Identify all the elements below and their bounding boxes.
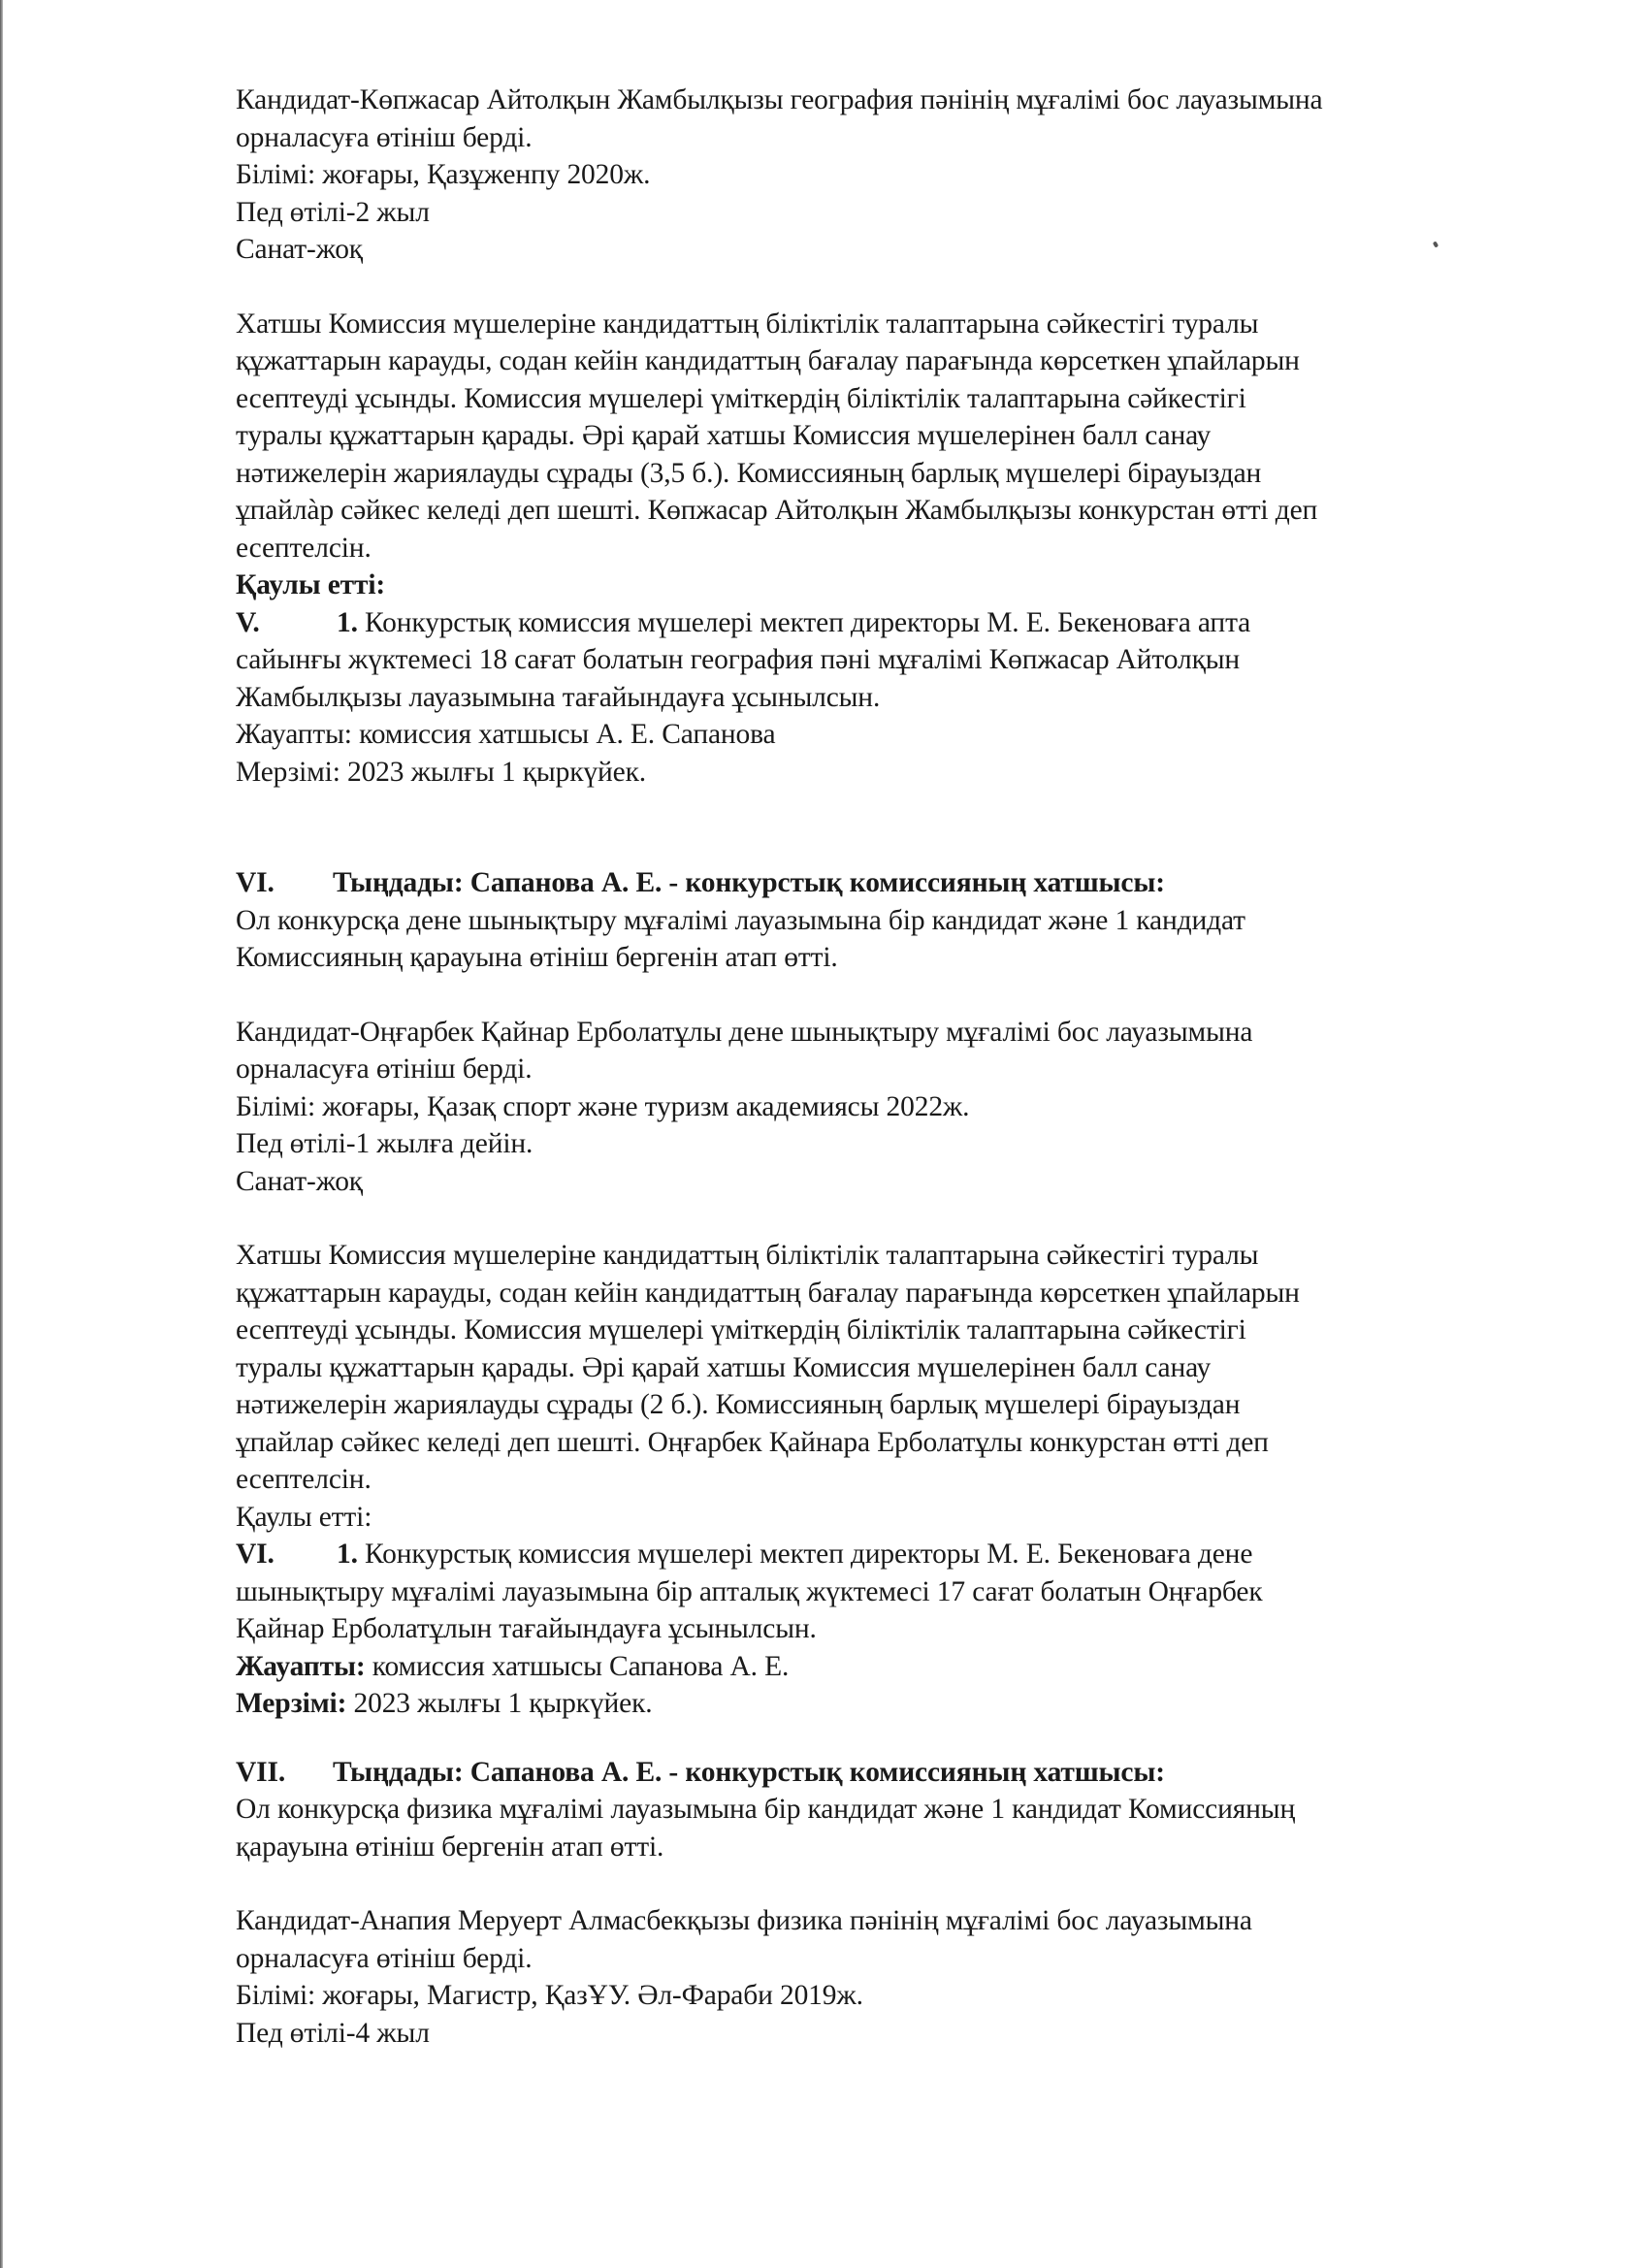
review-v-paragraph: [236, 306, 1526, 567]
candidate-experience: Пед өтілі-4 жыл: [236, 2017, 430, 2049]
section-heading: [236, 864, 1526, 902]
review-line: құжаттарын карауды, содан кейін кандидаттың бағалау парағында көрсеткен ұпайларын: [236, 345, 1300, 376]
spacer: [236, 977, 1526, 1014]
review-line: туралы құжаттарын қарады. Әрі қарай хатшы Комиссия мүшелерінен балл санау: [236, 1351, 1212, 1383]
decision-line: сайынғы жүктемесі 18 сағат болатын география пәні мұғалімі Көпжасар Айтолқын: [236, 644, 1241, 675]
candidate-intro-line: Кандидат-Оңғарбек Қайнар Ерболатұлы дене шынықтыру мұғалімі бос лауазымына: [236, 1016, 1253, 1048]
decision-heading: Қаулы етті:: [236, 569, 386, 600]
candidate-intro-line: Кандидат-Анапия Меруерт Алмасбекқызы физика пәнінің мұғалімі бос лауазымына: [236, 1905, 1252, 1936]
deadline-value: 2023 жылғы 1 қыркүйек.: [346, 1688, 653, 1719]
decision-item-number: 1.: [337, 606, 358, 638]
decision-line: [236, 1536, 1526, 1573]
responsible-line: Жауапты: комиссия хатшысы А. Е. Сапанова: [236, 719, 776, 750]
review-line: нәтижелерін жариялауды сұрады (2 б.). Комиссияның барлық мүшелері бірауыздан: [236, 1389, 1241, 1420]
decision-v-block: [236, 567, 1526, 791]
candidate-intro-line: орналасуға өтініш берді.: [236, 1942, 533, 1974]
section-number: VI.: [236, 867, 275, 898]
decision-line: шынықтыру мұғалімі лауазымына бір апталық жүктемесі 17 сағат болатын Оңғарбек: [236, 1575, 1263, 1607]
review-line: есептеуді ұсынды. Комиссия мүшелері үміткердің біліктілік талаптарына сәйкестігі: [236, 1314, 1246, 1345]
decision-heading: Қаулы етті:: [236, 1501, 372, 1533]
section-heading: [236, 1754, 1526, 1792]
spacer: [236, 269, 1526, 306]
document-page: [236, 81, 1526, 2052]
review-line: туралы құжаттарын қарады. Әрі қарай хатшы Комиссия мүшелерінен балл санау: [236, 420, 1212, 451]
spacer: [236, 1200, 1526, 1237]
spacer: [236, 1865, 1526, 1902]
review-line: есептелсін.: [236, 1464, 372, 1495]
decision-line: Қайнар Ерболатұлын тағайындауға ұсынылсын.: [236, 1613, 817, 1644]
review-line: Хатшы Комиссия мүшелеріне кандидаттың біліктілік талаптарына сәйкестігі туралы: [236, 308, 1259, 340]
section-heading-text: Тыңдады: Сапанова А. Е. - конкурстық комиссияның хатшысы:: [333, 1756, 1165, 1788]
responsible-value: комиссия хатшысы Сапанова А. Е.: [365, 1650, 790, 1682]
candidate-education: Білімі: жоғары, Магистр, ҚазҰУ. Әл-Фараби 2019ж.: [236, 1980, 863, 2011]
summary-line: Ол конкурсқа физика мұғалімі лауазымына бір кандидат және 1 кандидат Комиссияның: [236, 1794, 1296, 1825]
scan-border: [0, 0, 3, 2268]
deadline-label: Мерзімі:: [236, 1688, 347, 1719]
decision-text: Конкурстық комиссия мүшелері мектеп директоры М. Е. Бекеноваға дене: [357, 1539, 1253, 1570]
candidate-v-block: [236, 81, 1526, 269]
review-line: құжаттарын карауды, содан кейін кандидаттың бағалау парағында көрсеткен ұпайларын: [236, 1277, 1300, 1309]
candidate-experience: Пед өтілі-2 жыл: [236, 196, 430, 228]
candidate-education: Білімі: жоғары, Қазақ спорт және туризм академиясы 2022ж.: [236, 1090, 970, 1122]
decision-number: V.: [236, 606, 260, 638]
candidate-education: Білімі: жоғары, Қазұженпу 2020ж.: [236, 159, 651, 190]
candidate-intro-line: орналасуға өтініш берді.: [236, 1053, 533, 1085]
decision-item-number: 1.: [337, 1539, 358, 1570]
spacer: [236, 791, 1526, 864]
section-vii: [236, 1754, 1526, 2053]
review-line: ұпайлар сәйкес келеді деп шешті. Оңғарбек Қайнара Ерболатұлы конкурстан өтті деп: [236, 1426, 1269, 1458]
deadline-line: Мерзімі: 2023 жылғы 1 қыркүйек.: [236, 756, 646, 788]
candidate-intro-line: Кандидат-Көпжасар Айтолқын Жамбылқызы география пәнінің мұғалімі бос лауазымына: [236, 84, 1323, 115]
review-line: ұпайлàр сәйкес келеді деп шешті. Көпжасар Айтолқын Жамбылқызы конкурстан өтті деп: [236, 495, 1318, 526]
review-line: есептеуді ұсынды. Комиссия мүшелері үміткердің біліктілік талаптарына сәйкестігі: [236, 382, 1246, 414]
candidate-category: Санат-жоқ: [236, 234, 363, 265]
summary-line: қарауына өтініш бергенін атап өтті.: [236, 1831, 664, 1863]
section-vi: [236, 864, 1526, 1723]
candidate-intro-line: орналасуға өтініш берді.: [236, 121, 533, 153]
decision-line: [236, 604, 1526, 642]
spacer: [236, 1723, 1526, 1754]
review-line: нәтижелерін жариялауды сұрады (3,5 б.). Комиссияның барлық мүшелері бірауыздан: [236, 457, 1262, 489]
summary-line: Ол конкурсқа дене шынықтыру мұғалімі лауазымына бір кандидат және 1 кандидат: [236, 904, 1245, 936]
review-line: Хатшы Комиссия мүшелеріне кандидаттың біліктілік талаптарына сәйкестігі туралы: [236, 1240, 1259, 1271]
summary-line: Комиссияның қарауына өтініш бергенін атап өтті.: [236, 942, 838, 973]
decision-line: Жамбылқызы лауазымына тағайындауға ұсынылсын.: [236, 681, 881, 713]
responsible-line: [236, 1648, 1526, 1686]
candidate-category: Санат-жоқ: [236, 1165, 363, 1197]
candidate-experience: Пед өтілі-1 жылға дейін.: [236, 1128, 534, 1159]
responsible-label: Жауапты:: [236, 1650, 366, 1682]
section-heading-text: Тыңдады: Сапанова А. Е. - конкурстық комиссияның хатшысы:: [333, 867, 1165, 898]
review-line: есептелсін.: [236, 532, 372, 564]
decision-number: VI.: [236, 1539, 275, 1570]
decision-text: Конкурстық комиссия мүшелері мектеп директоры М. Е. Бекеноваға апта: [357, 606, 1251, 638]
section-number: VII.: [236, 1756, 286, 1788]
deadline-line: [236, 1685, 1526, 1723]
